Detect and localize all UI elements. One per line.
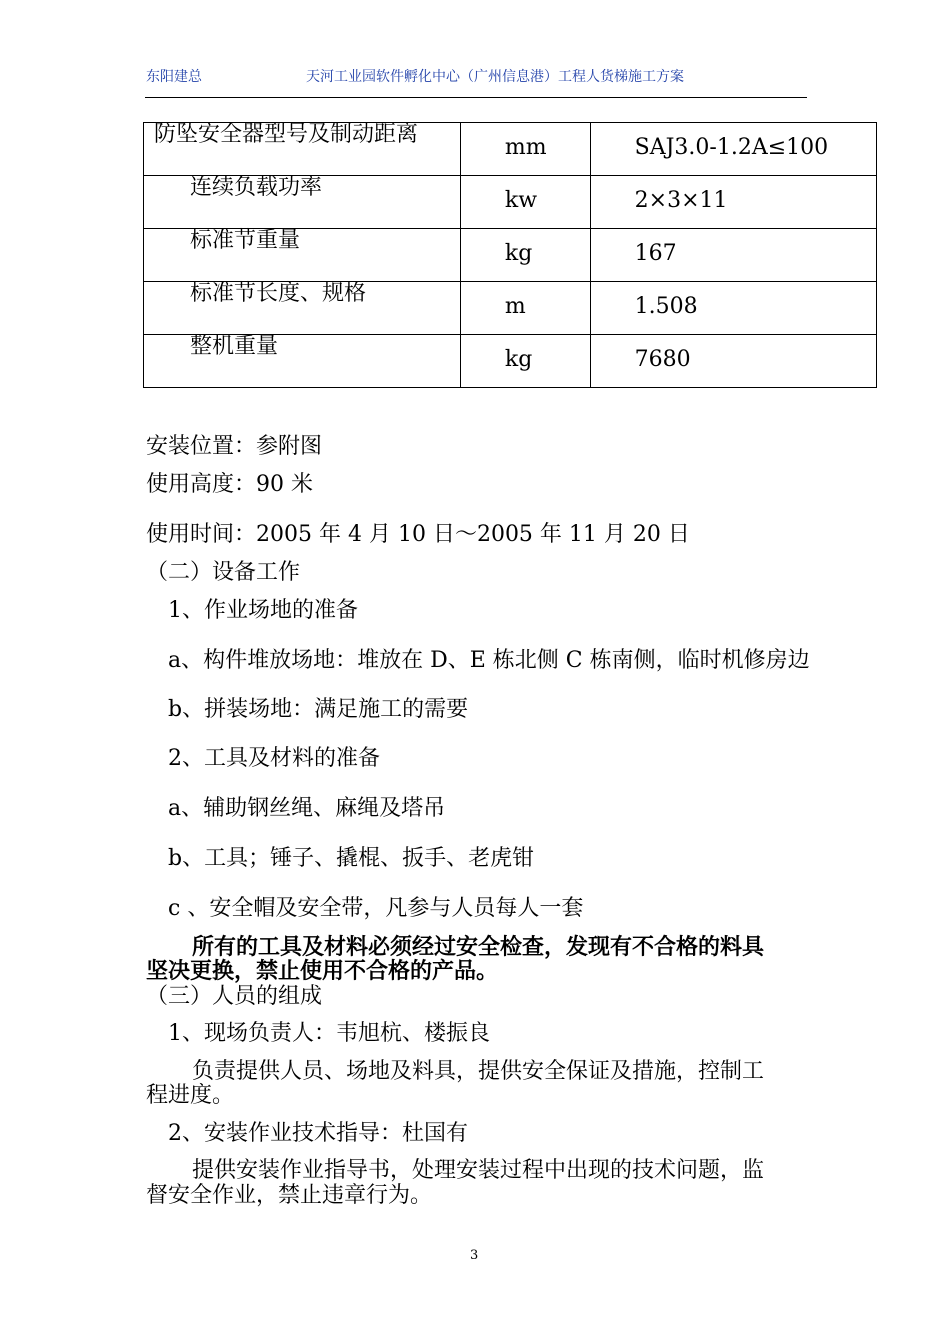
person-site-manager-desc-1: 负责提供人员、场地及料具，提供安全保证及措施，控制工: [192, 1059, 765, 1084]
header-title: 天河工业园软件孵化中心（广州信息港）工程人货梯施工方案: [306, 69, 684, 85]
item-ropes: a、辅助钢丝绳、麻绳及塔吊: [168, 796, 446, 821]
item-assembly-site: b、拼装场地：满足施工的需要: [168, 697, 469, 722]
header-company: 东阳建总: [146, 69, 202, 85]
item-tools: b、工具；锤子、撬棍、扳手、老虎钳: [168, 846, 535, 871]
spec-unit: mm: [504, 135, 547, 160]
spec-value-cell: [590, 229, 876, 282]
page-number: 3: [470, 1248, 479, 1263]
person-tech-guide: 2、安装作业技术指导：杜国有: [168, 1121, 468, 1146]
header-rule: [145, 97, 807, 98]
spec-value: 2×3×11: [634, 188, 728, 213]
table-row: [144, 176, 877, 229]
spec-value-cell: [590, 176, 876, 229]
spec-unit-cell: [460, 176, 590, 229]
spec-name: 标准节长度、规格: [190, 281, 367, 306]
safety-note-line2: 坚决更换，禁止使用不合格的产品。: [146, 958, 499, 984]
spec-unit-cell: [460, 229, 590, 282]
item-storage-site: a、构件堆放场地：堆放在 D、E 栋北侧 C 栋南侧，临时机修房边: [168, 648, 810, 673]
use-time: 使用时间：2005 年 4 月 10 日～2005 年 11 月 20 日: [146, 522, 690, 547]
spec-value-cell: [590, 282, 876, 335]
spec-unit-cell: [460, 335, 590, 388]
spec-unit-cell: [460, 282, 590, 335]
spec-name-cell: [144, 123, 461, 176]
use-height: 使用高度：90 米: [146, 472, 313, 497]
spec-name-cell: [144, 229, 461, 282]
spec-value: 167: [634, 241, 677, 266]
spec-name: 整机重量: [190, 334, 279, 359]
person-site-manager-desc-2: 程进度。: [146, 1083, 235, 1108]
spec-name-cell: [144, 335, 461, 388]
spec-name: 标准节重量: [190, 228, 301, 253]
spec-value: 1.508: [634, 294, 698, 319]
spec-value-cell: [590, 123, 876, 176]
spec-name-cell: [144, 176, 461, 229]
spec-value-cell: [590, 335, 876, 388]
table-row: [144, 123, 877, 176]
item-site-prep: 1、作业场地的准备: [168, 598, 358, 623]
table-row: [144, 335, 877, 388]
spec-unit: kw: [504, 188, 538, 213]
spec-name-cell: [144, 282, 461, 335]
section-title-equipment: （二）设备工作: [146, 560, 301, 585]
install-location: 安装位置：参附图: [146, 434, 323, 459]
person-tech-guide-desc-2: 督安全作业，禁止违章行为。: [146, 1183, 433, 1208]
spec-unit: m: [504, 294, 526, 319]
spec-name: 防坠安全器型号及制动距离: [154, 122, 419, 147]
person-tech-guide-desc-1: 提供安装作业指导书，处理安装过程中出现的技术问题，监: [192, 1158, 765, 1183]
spec-table: [143, 122, 877, 388]
table-row: [144, 229, 877, 282]
spec-value: SAJ3.0-1.2A≤100: [634, 135, 829, 160]
spec-unit-cell: [460, 123, 590, 176]
item-safety-gear: c 、安全帽及安全带，凡参与人员每人一套: [168, 896, 584, 921]
person-site-manager: 1、现场负责人：韦旭杭、楼振良: [168, 1021, 490, 1046]
table-row: [144, 282, 877, 335]
section-title-personnel: （三）人员的组成: [146, 984, 323, 1009]
item-tools-materials: 2、工具及材料的准备: [168, 746, 380, 771]
safety-note-line1: 所有的工具及材料必须经过安全检查，发现有不合格的料具: [192, 934, 765, 960]
spec-unit: kg: [504, 241, 533, 266]
spec-name: 连续负载功率: [190, 175, 323, 200]
spec-value: 7680: [634, 347, 691, 372]
spec-unit: kg: [504, 347, 533, 372]
